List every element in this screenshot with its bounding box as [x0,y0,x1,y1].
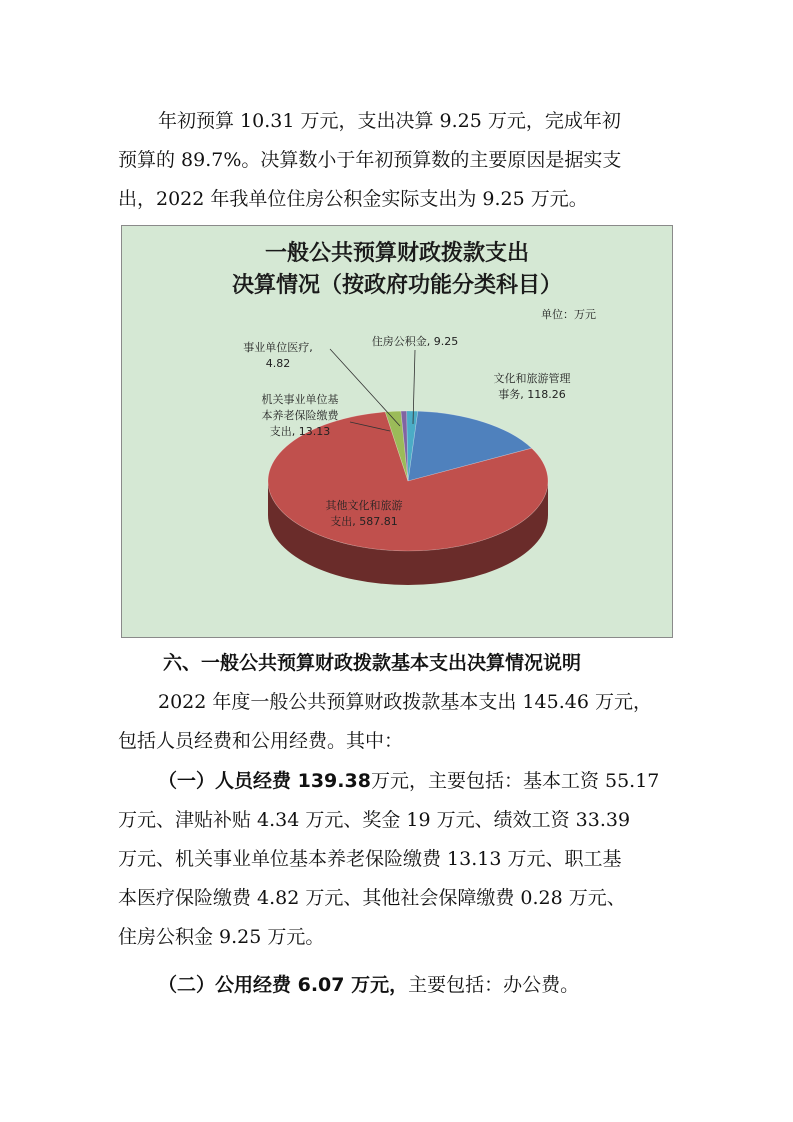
personnel-line-2: 万元、津贴补贴 4.34 万元、奖金 19 万元、绩效工资 33.39 [118,809,631,831]
slice-label-0-0: 文化和旅游管理 [493,372,571,385]
slice-label-0-1: 事务, 118.26 [498,388,566,401]
slice-label-3-0: 事业单位医疗, [243,341,313,354]
personnel-paragraph [118,762,678,957]
personnel-bold: （一）人员经费 139.38 [158,770,371,792]
section-intro-line-1: 2022 年度一般公共预算财政拨款基本支出 145.46 万元， [158,691,652,713]
slice-label-2-1: 本养老保险缴费 [261,409,339,422]
public-line [118,966,678,1005]
personnel-line-3: 万元、机关事业单位基本养老保险缴费 13.13 万元、职工基 [118,848,622,870]
section-intro-line-2: 包括人员经费和公用经费。其中： [118,730,404,752]
section-intro [118,683,678,761]
chart-title-line-1: 一般公共预算财政拨款支出 [264,241,530,266]
slice-label-2-2: 支出, 13.13 [269,425,331,438]
slice-label-2-0: 机关事业单位基 [261,393,339,406]
intro-line-2: 预算的 89.7%。决算数小于年初预算数的主要原因是据实支 [118,149,622,171]
slice-label-1-0: 其他文化和旅游 [325,499,403,512]
intro-paragraph [118,102,678,219]
chart-unit: 单位：万元 [541,308,596,321]
slice-label-3-1: 4.82 [265,357,291,370]
intro-line-1: 年初预算 10.31 万元，支出决算 9.25 万元，完成年初 [158,110,621,132]
slice-label-1-1: 支出, 587.81 [330,515,398,528]
pie-chart [121,225,673,638]
section-heading: 六、一般公共预算财政拨款基本支出决算情况说明 [163,652,582,674]
personnel-line-4: 本医疗保险缴费 4.82 万元、其他社会保障缴费 0.28 万元、 [118,887,626,909]
public-bold: （二）公用经费 6.07 万元， [158,974,409,996]
public-rest: 主要包括：办公费。 [408,974,580,996]
slice-label-4-0: 住房公积金, 9.25 [371,335,459,348]
personnel-line-1-rest: 万元，主要包括：基本工资 55.17 [370,770,660,792]
chart-title-line-2: 决算情况（按政府功能分类科目） [231,273,563,298]
public-paragraph [118,966,678,1005]
intro-line-3: 出，2022 年我单位住房公积金实际支出为 9.25 万元。 [118,188,588,210]
pie-chart-svg [122,226,672,637]
personnel-line-1 [118,762,678,801]
personnel-line-5: 住房公积金 9.25 万元。 [118,926,325,948]
